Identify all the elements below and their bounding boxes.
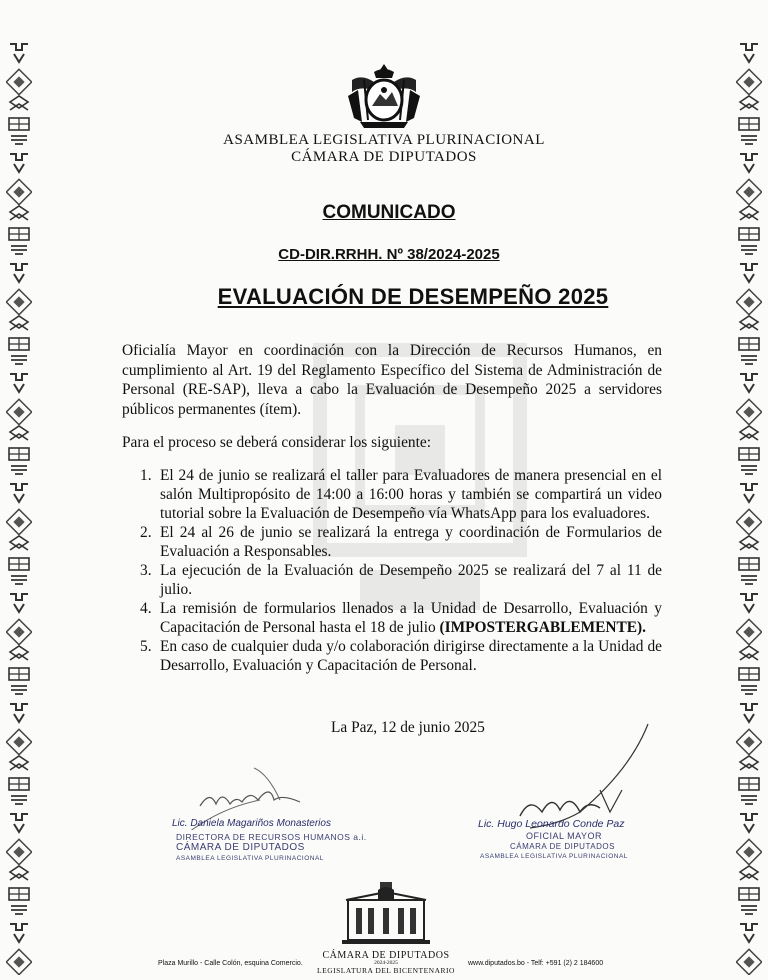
stamp-line: CÁMARA DE DIPUTADOS: [510, 842, 615, 851]
list-item: 1. El 24 de junio se realizará el taller para Evaluadores de manera presencial en el salón Multipropósito de 14:00 a 16:00 horas y también se compartirá un video tutorial sobre la Evaluación de Desempeño vía WhatsApp para los evaluadores.: [140, 467, 662, 522]
decorative-border-right: [736, 40, 762, 975]
considerations-list: [140, 466, 662, 675]
signature-block-right: [460, 720, 680, 870]
stamp-line: OFICIAL MAYOR: [526, 831, 603, 841]
coat-of-arms-icon: [344, 60, 424, 132]
document-date: La Paz, 12 de junio 2025: [331, 719, 485, 736]
legislative-building-icon: [336, 880, 436, 946]
footer-contact: www.diputados.bo - Telf: +591 (2) 2 184600: [468, 960, 604, 967]
signer-name-left: Lic. Daniela Magariños Monasterios: [172, 818, 331, 829]
list-item: 5. En caso de cualquier duda y/o colaboración dirigirse directamente a la Unidad de Desarrollo, Evaluación y Capacitación de Personal.: [140, 638, 662, 674]
intro-paragraph: Oficialía Mayor en coordinación con la Dirección de Recursos Humanos, en cumplimiento al Art. 19 del Reglamento Específico del Sistema de Administración de Personal (RE-SAP), lleva a cabo la Evaluación de Desempeño 2025 a servidores públicos permanentes (ítem).: [122, 342, 662, 418]
institution-name: ASAMBLEA LEGISLATIVA PLURINACIONAL: [223, 132, 545, 148]
stamp-line: DIRECTORA DE RECURSOS HUMANOS a.i.: [176, 832, 367, 842]
signer-name-right: Lic. Hugo Leonardo Conde Paz: [478, 818, 625, 830]
footer-org: CÁMARA DE DIPUTADOS: [322, 950, 450, 961]
footer-period: 2024-2025: [374, 960, 398, 966]
list-item: 4. La remisión de formularios llenados a la Unidad de Desarrollo, Evaluación y Capacitación de Personal hasta el 18 de julio (IMPOSTERGABLEMENTE).: [140, 600, 662, 636]
lead-paragraph: Para el proceso se deberá considerar los siguiente:: [122, 434, 431, 451]
chamber-name: CÁMARA DE DIPUTADOS: [291, 149, 477, 165]
stamp-line: CÁMARA DE DIPUTADOS: [176, 842, 305, 853]
document-heading: COMUNICADO: [322, 202, 456, 223]
signature-right-icon: [460, 720, 680, 830]
footer-address: Plaza Murillo - Calle Colón, esquina Comercio.: [158, 960, 303, 967]
list-item: 2. El 24 al 26 de junio se realizará la entrega y coordinación de Formularios de Evaluación a Responsables.: [140, 524, 662, 560]
stamp-line: ASAMBLEA LEGISLATIVA PLURINACIONAL: [176, 855, 324, 862]
list-item: 3. La ejecución de la Evaluación de Desempeño 2025 se realizará del 7 al 11 de julio.: [140, 562, 662, 598]
document-reference: CD-DIR.RRHH. Nº 38/2024-2025: [278, 246, 500, 263]
stamp-line: ASAMBLEA LEGISLATIVA PLURINACIONAL: [480, 853, 628, 860]
document-title: EVALUACIÓN DE DESEMPEÑO 2025: [217, 284, 609, 309]
decorative-border-left: [6, 40, 32, 975]
signature-block-left: [150, 760, 367, 870]
footer-legislature: LEGISLATURA DEL BICENTENARIO: [317, 966, 455, 975]
